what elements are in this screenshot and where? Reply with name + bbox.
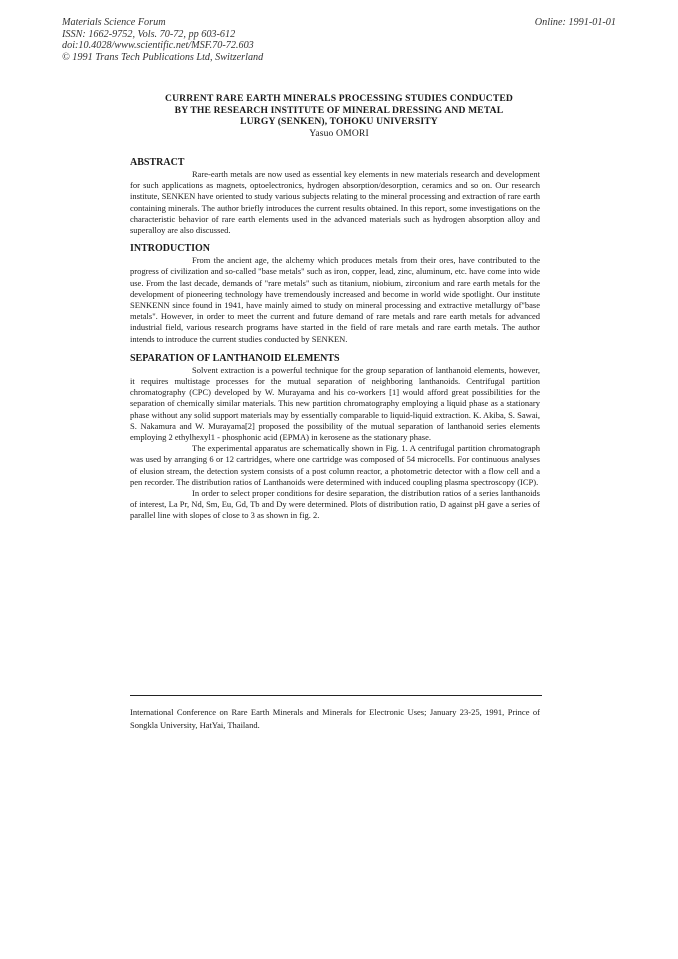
author-name: Yasuo OMORI — [309, 127, 369, 139]
paper-body — [130, 157, 540, 522]
journal-name: Materials Science Forum — [62, 17, 166, 28]
separation-paragraph-2: The experimental apparatus are schematically shown in Fig. 1. A centrifugal partition chromatograph was used by arranging 6 or 12 cartridges, where one cartridge was composed of 54 microcells. For continuous analyses of elusion stream, the detection system consists of a post column reactor, a photometric detector with a flow cell and a pen recorder. The distribution ratios of Lanthanoids were determined with induced coupling plasma spectroscopy (ICP). — [130, 443, 540, 487]
copyright-line: © 1991 Trans Tech Publications Ltd, Switzerland — [62, 51, 264, 63]
doi-line[interactable]: doi:10.4028/www.scientific.net/MSF.70-72.603 — [62, 40, 254, 52]
separation-paragraph-3: In order to select proper conditions for desire separation, the distribution ratios of a series lanthanoids of interest, La Pr, Nd, Sm, Eu, Gd, Tb and Dy were determined. Plots of distribution ratio, D against pH gave a series of parallel line with slopes of close to 3 as shown in fig. 2. — [130, 488, 540, 521]
conference-footnote: International Conference on Rare Earth Minerals and Minerals for Electronic Uses; January 23-25, 1991, Prince of Songkla University, HatYai, Thailand. — [130, 707, 540, 730]
footnote-divider — [130, 695, 542, 696]
separation-heading: SEPARATION OF LANTHANOID ELEMENTS — [130, 352, 340, 364]
abstract-heading: ABSTRACT — [130, 157, 185, 168]
online-date: Online: 1991-01-01 — [534, 17, 616, 28]
paper-title — [130, 93, 548, 139]
issn-line: ISSN: 1662-9752, Vols. 70-72, pp 603-612 — [62, 28, 236, 40]
publication-meta — [62, 17, 263, 63]
title-line-3: LURGY (SENKEN), TOHOKU UNIVERSITY — [240, 116, 438, 128]
introduction-heading: INTRODUCTION — [130, 243, 211, 255]
abstract-text: Rare-earth metals are now used as essential key elements in new materials research and development for such applications as magnets, optoelectronics, hydrogen absorption/desorption, ceramics and so on. Our research institute, SENKEN have oriented to study various subjects relating to the mineral processing and extraction of rare earth containing minerals. The author briefly introduces the current results obtained. In this report, some investigations on the characteristic behavior of rare earth elements used in the advanced materials such as hydrogen absorption alloy and superalloy are also discussed. — [130, 169, 540, 236]
separation-paragraph-1: Solvent extraction is a powerful technique for the group separation of lanthanoid elements, however, it requires multistage processes for the mutual separation of neighboring lanthanoids. Centrifugal partition chromatography (CPC) developed by W. Murayama and his co-workers [1] would afford great possibilities for the separation of chemically similar materials. This new partition chromatography employing a liquid phase as a stationary phase without any solid support materials may by essentially comparable to liquid-liquid extraction. K. Akiba, S. Sawai, S. Nakamura and W. Murayama[2] proposed the possibility of the mutual separation of lanthanoid series elements employing 2 ethylhexyl1 - phosphonic acid (EPMA) in kerosene as the stationary phase. — [130, 364, 540, 443]
title-line-1: CURRENT RARE EARTH MINERALS PROCESSING STUDIES CONDUCTED — [165, 93, 513, 104]
title-line-2: BY THE RESEARCH INSTITUTE OF MINERAL DRESSING AND METAL — [174, 104, 504, 116]
introduction-text: From the ancient age, the alchemy which produces metals from their ores, have contributed to the progress of civilization and so-called "base metals" such as iron, copper, lead, zinc, aluminum, etc. have come into wide use. From the last decade, demands of "rare metals" such as titanium, niobium, zirconium and rare earth metals for the development of pioneering technology have tremendously increased and become in world wide spotlight. Our institute SENKENN since found in 1941, have mainly aimed to study on mineral processing and extractive metallurgy of"base metals". However, in order to meet the current and future demand of rare metals and rare earth metals for advanced industrial field, various research programs have started in the field of rare metals and rare earth metals. The author intends to introduce the current studies conducted by SENKEN. — [130, 255, 540, 344]
